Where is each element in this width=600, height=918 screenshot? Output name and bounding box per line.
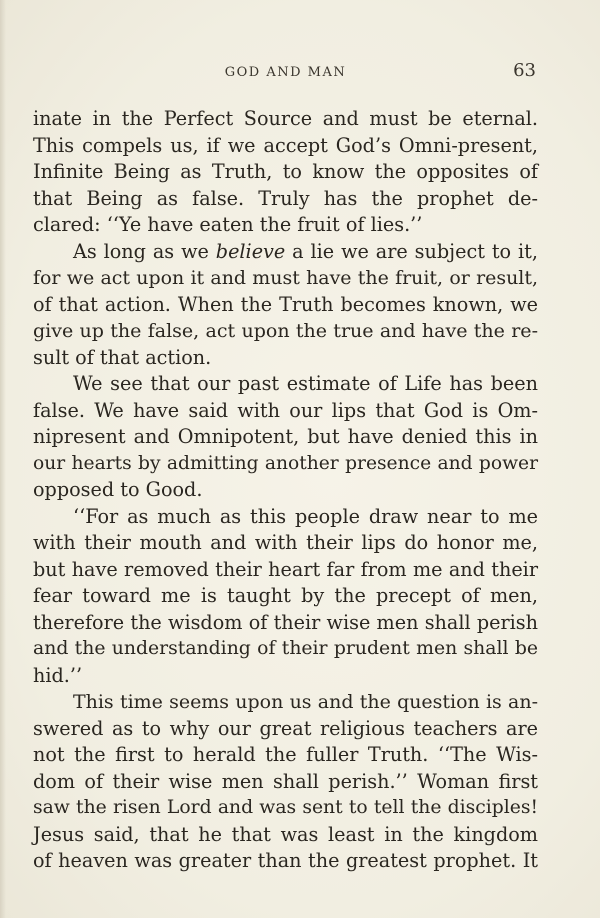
emphasis-word: believe: [215, 239, 286, 263]
text-line: inate in the Perfect Source and must be eternal.: [33, 107, 538, 130]
text-line: sult of that action.: [33, 345, 212, 369]
text-line: opposed to Good.: [33, 478, 203, 501]
text-line: swered as to why our great religious teachers are: [33, 716, 538, 740]
text-line: clared: ‘‘Ye have eaten the fruit of lies.’’: [33, 213, 423, 236]
text-line: and the understanding of their prudent men shall be: [33, 638, 538, 659]
text-line: give up the false, act upon the true and have the re-: [33, 320, 538, 342]
text-line: nipresent and Omnipotent, but have denied this in: [33, 425, 538, 448]
text-line: hid.’’: [33, 663, 83, 687]
text-run: As long as we: [73, 239, 209, 263]
text-line: false. We have said with our lips that God is Om-: [33, 398, 538, 422]
page-number: 63: [513, 60, 536, 81]
text-line: Jesus said, that he that was least in the kingdom: [33, 822, 538, 846]
text-line: with their mouth and with their lips do honor me,: [33, 531, 538, 554]
text-line: We see that our past estimate of Life has been: [73, 372, 538, 395]
text-line: saw the risen Lord and was sent to tell the disciples!: [33, 797, 538, 818]
text-run: a lie we are subject to it,: [292, 239, 538, 263]
text-line: ‘‘For as much as this people draw near to me: [73, 504, 538, 528]
text-line: therefore the wisdom of their wise men shall perish: [33, 610, 538, 634]
text-line: our hearts by admitting another presence and power: [33, 452, 538, 474]
running-head: GOD AND MAN: [224, 65, 347, 80]
text-line: Infinite Being as Truth, to know the opposites of: [33, 160, 538, 183]
text-line: This compels us, if we accept God’s Omni-present,: [33, 133, 538, 157]
text-line: for we act upon it and must have the fruit, or result,: [33, 267, 538, 289]
text-line: [33, 239, 538, 266]
text-line: dom of their wise men shall perish.’’ Woman first: [33, 769, 538, 793]
text-line: of heaven was greater than the greatest prophet. It: [33, 849, 538, 872]
text-line: This time seems upon us and the question is an-: [73, 691, 538, 713]
text-line: that Being as false. Truly has the prophet de-: [33, 186, 538, 210]
body-text: [33, 106, 538, 875]
text-line: fear toward me is taught by the precept of men,: [33, 584, 538, 607]
gutter-shadow: [0, 0, 6, 918]
text-line: but have removed their heart far from me and their: [33, 557, 538, 581]
page-header: [33, 60, 538, 84]
text-line: of that action. When the Truth becomes known, we: [33, 292, 538, 316]
text-line: not the first to herald the fuller Truth. ‘‘The Wis-: [33, 743, 538, 766]
